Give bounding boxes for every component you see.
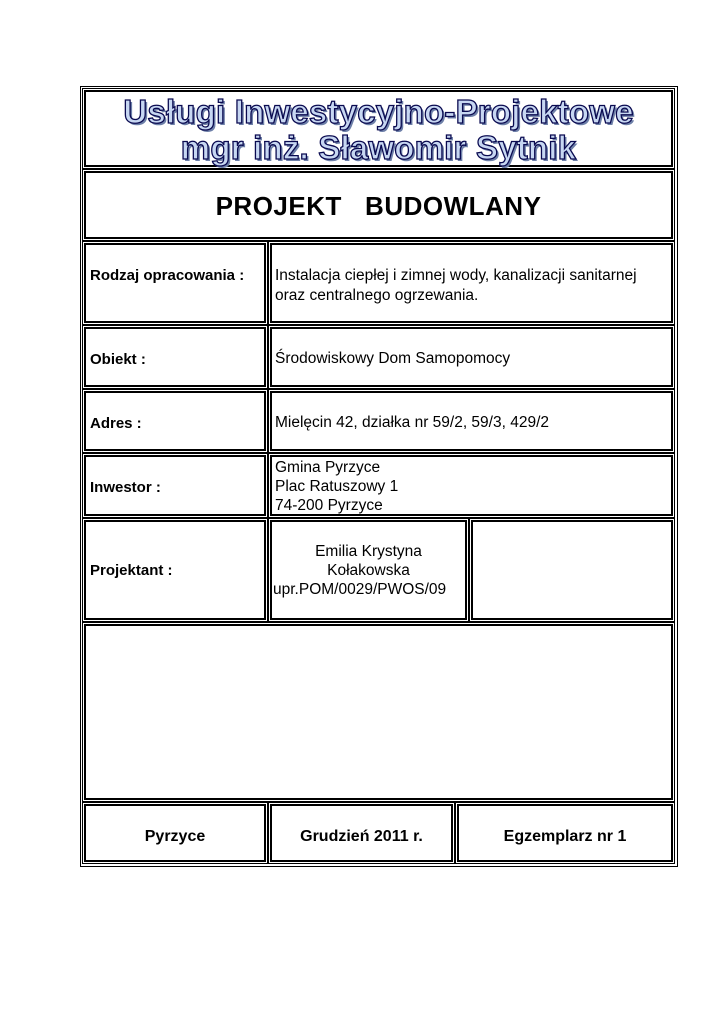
inwestor-label-cell — [84, 455, 266, 516]
footer-copy-cell — [457, 804, 673, 862]
rodzaj-value-cell — [270, 243, 673, 323]
footer-copy: Egzemplarz nr 1 — [503, 828, 627, 845]
signature-cell — [471, 520, 673, 620]
rodzaj-value-line1: Instalacja ciepłej i zimnej wody, kanalizacji sanitarnej — [275, 267, 637, 284]
rodzaj-value-line2: oraz centralnego ogrzewania. — [275, 287, 479, 304]
inwestor-line3: 74-200 Pyrzyce — [275, 497, 383, 514]
obiekt-value: Środowiskowy Dom Samopomocy — [275, 350, 511, 367]
projektant-line1: Emilia Krystyna — [315, 543, 422, 560]
company-header — [84, 90, 673, 167]
document-title-box — [84, 171, 673, 239]
company-owner: mgr inż. Sławomir Sytnik — [180, 129, 577, 166]
projektant-line3: upr.POM/0029/PWOS/09 — [273, 581, 447, 598]
inwestor-line2: Plac Ratuszowy 1 — [275, 478, 399, 495]
inwestor-value-cell — [270, 455, 673, 516]
footer-date-cell — [270, 804, 453, 862]
adres-value-cell — [270, 391, 673, 451]
footer-date: Grudzień 2011 r. — [300, 828, 423, 845]
projektant-label-cell — [84, 520, 266, 620]
inwestor-label: Inwestor : — [90, 479, 161, 496]
footer-place: Pyrzyce — [144, 828, 206, 845]
obiekt-label-cell — [84, 327, 266, 387]
inwestor-line1: Gmina Pyrzyce — [275, 459, 381, 476]
rodzaj-label-cell — [84, 243, 266, 323]
obiekt-value-cell — [270, 327, 673, 387]
adres-value: Mielęcin 42, działka nr 59/2, 59/3, 429/2 — [275, 414, 550, 431]
projektant-value-cell — [270, 520, 467, 620]
rodzaj-label: Rodzaj opracowania : — [90, 267, 245, 284]
blank-area — [84, 624, 673, 800]
adres-label-cell — [84, 391, 266, 451]
projektant-line2: Kołakowska — [327, 562, 410, 579]
projektant-label: Projektant : — [90, 562, 173, 579]
obiekt-label: Obiekt : — [90, 351, 146, 368]
adres-label: Adres : — [90, 415, 142, 432]
footer-place-cell — [84, 804, 266, 862]
document-title: PROJEKT BUDOWLANY — [215, 191, 542, 221]
company-name: Usługi Inwestycyjno-Projektowe — [123, 93, 634, 130]
